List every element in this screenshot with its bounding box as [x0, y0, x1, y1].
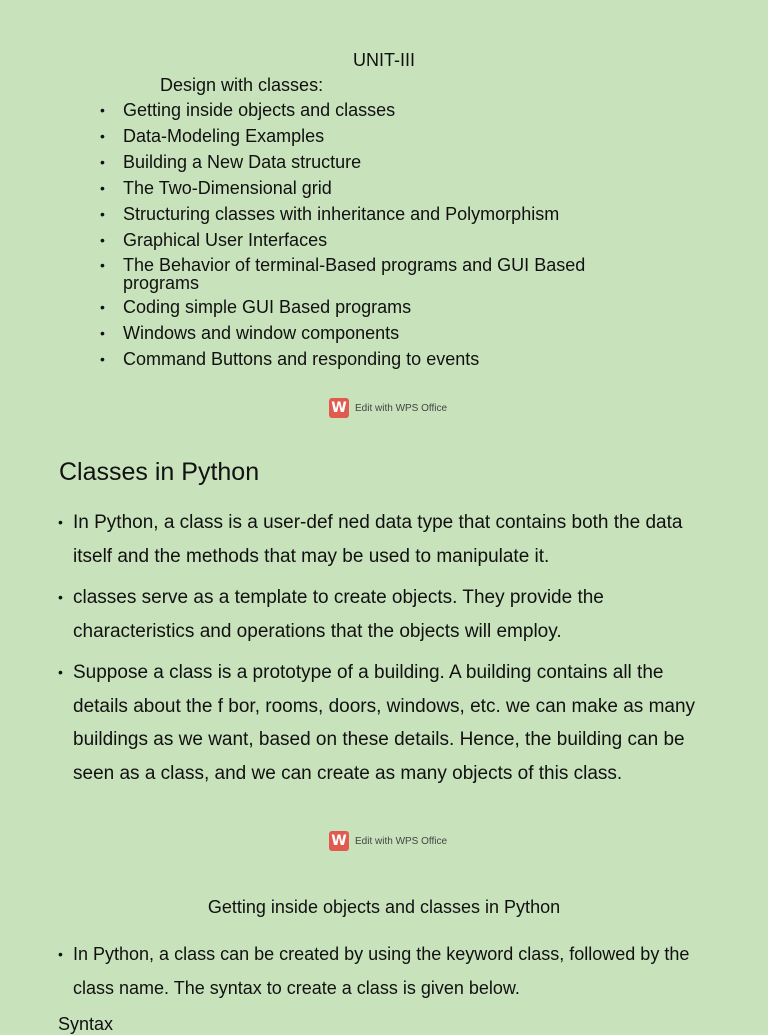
list-item: • Getting inside objects and classes	[100, 100, 660, 121]
list-item: • Coding simple GUI Based programs	[100, 297, 660, 318]
bullet-icon: •	[58, 946, 63, 962]
wps-watermark	[329, 398, 447, 418]
list-item: • Building a New Data structure	[100, 152, 660, 173]
paragraph	[58, 506, 718, 573]
design-title: Design with classes:	[160, 75, 324, 95]
wps-watermark	[329, 831, 447, 851]
section-title: Classes in Python	[59, 458, 260, 486]
list-item: • Data-Modeling Examples	[100, 126, 660, 147]
paragraph	[58, 938, 718, 1005]
bullet-icon: •	[58, 589, 63, 605]
wps-watermark-text: Edit with WPS Office	[355, 402, 448, 414]
bullet-icon: •	[58, 664, 63, 680]
list-item: • Graphical User Interfaces	[100, 230, 660, 251]
unit-title: UNIT-III	[353, 50, 415, 70]
cut-off-text: Syntax	[58, 1014, 114, 1034]
topic-list	[100, 100, 660, 375]
paragraph	[58, 656, 718, 790]
paragraph-text: In Python, a class is a user-def ned data type that contains both the data itself and the methods that may be used to manipulate it.	[73, 512, 683, 567]
list-item: • The Two-Dimensional grid	[100, 178, 660, 199]
list-item: • Windows and window components	[100, 323, 660, 344]
paragraph-text: classes serve as a template to create objects. They provide the characteristics and operations that the objects will employ.	[73, 587, 604, 642]
sub-section-title: Getting inside objects and classes in Python	[207, 897, 561, 917]
bullet-icon: •	[58, 514, 63, 530]
paragraph-text: In Python, a class can be created by using the keyword class, followed by the class name. The syntax to create a class is given below.	[73, 944, 690, 998]
wps-watermark-text: Edit with WPS Office	[355, 835, 448, 847]
list-item: • Structuring classes with inheritance and Polymorphism	[100, 204, 660, 225]
list-item: • The Behavior of terminal-Based programs and GUI Based programs	[100, 256, 660, 292]
list-item: • Command Buttons and responding to events	[100, 349, 660, 370]
wps-logo-icon: W	[329, 398, 349, 418]
paragraph-text: Suppose a class is a prototype of a building. A building contains all the details about the f bor, rooms, doors, windows, etc. we can make as many buildings as we want, based on these details. Hence, the building can be seen as a class, and we can create as many objects of this class.	[73, 662, 696, 784]
wps-logo-icon: W	[329, 831, 349, 851]
paragraph	[58, 581, 718, 648]
